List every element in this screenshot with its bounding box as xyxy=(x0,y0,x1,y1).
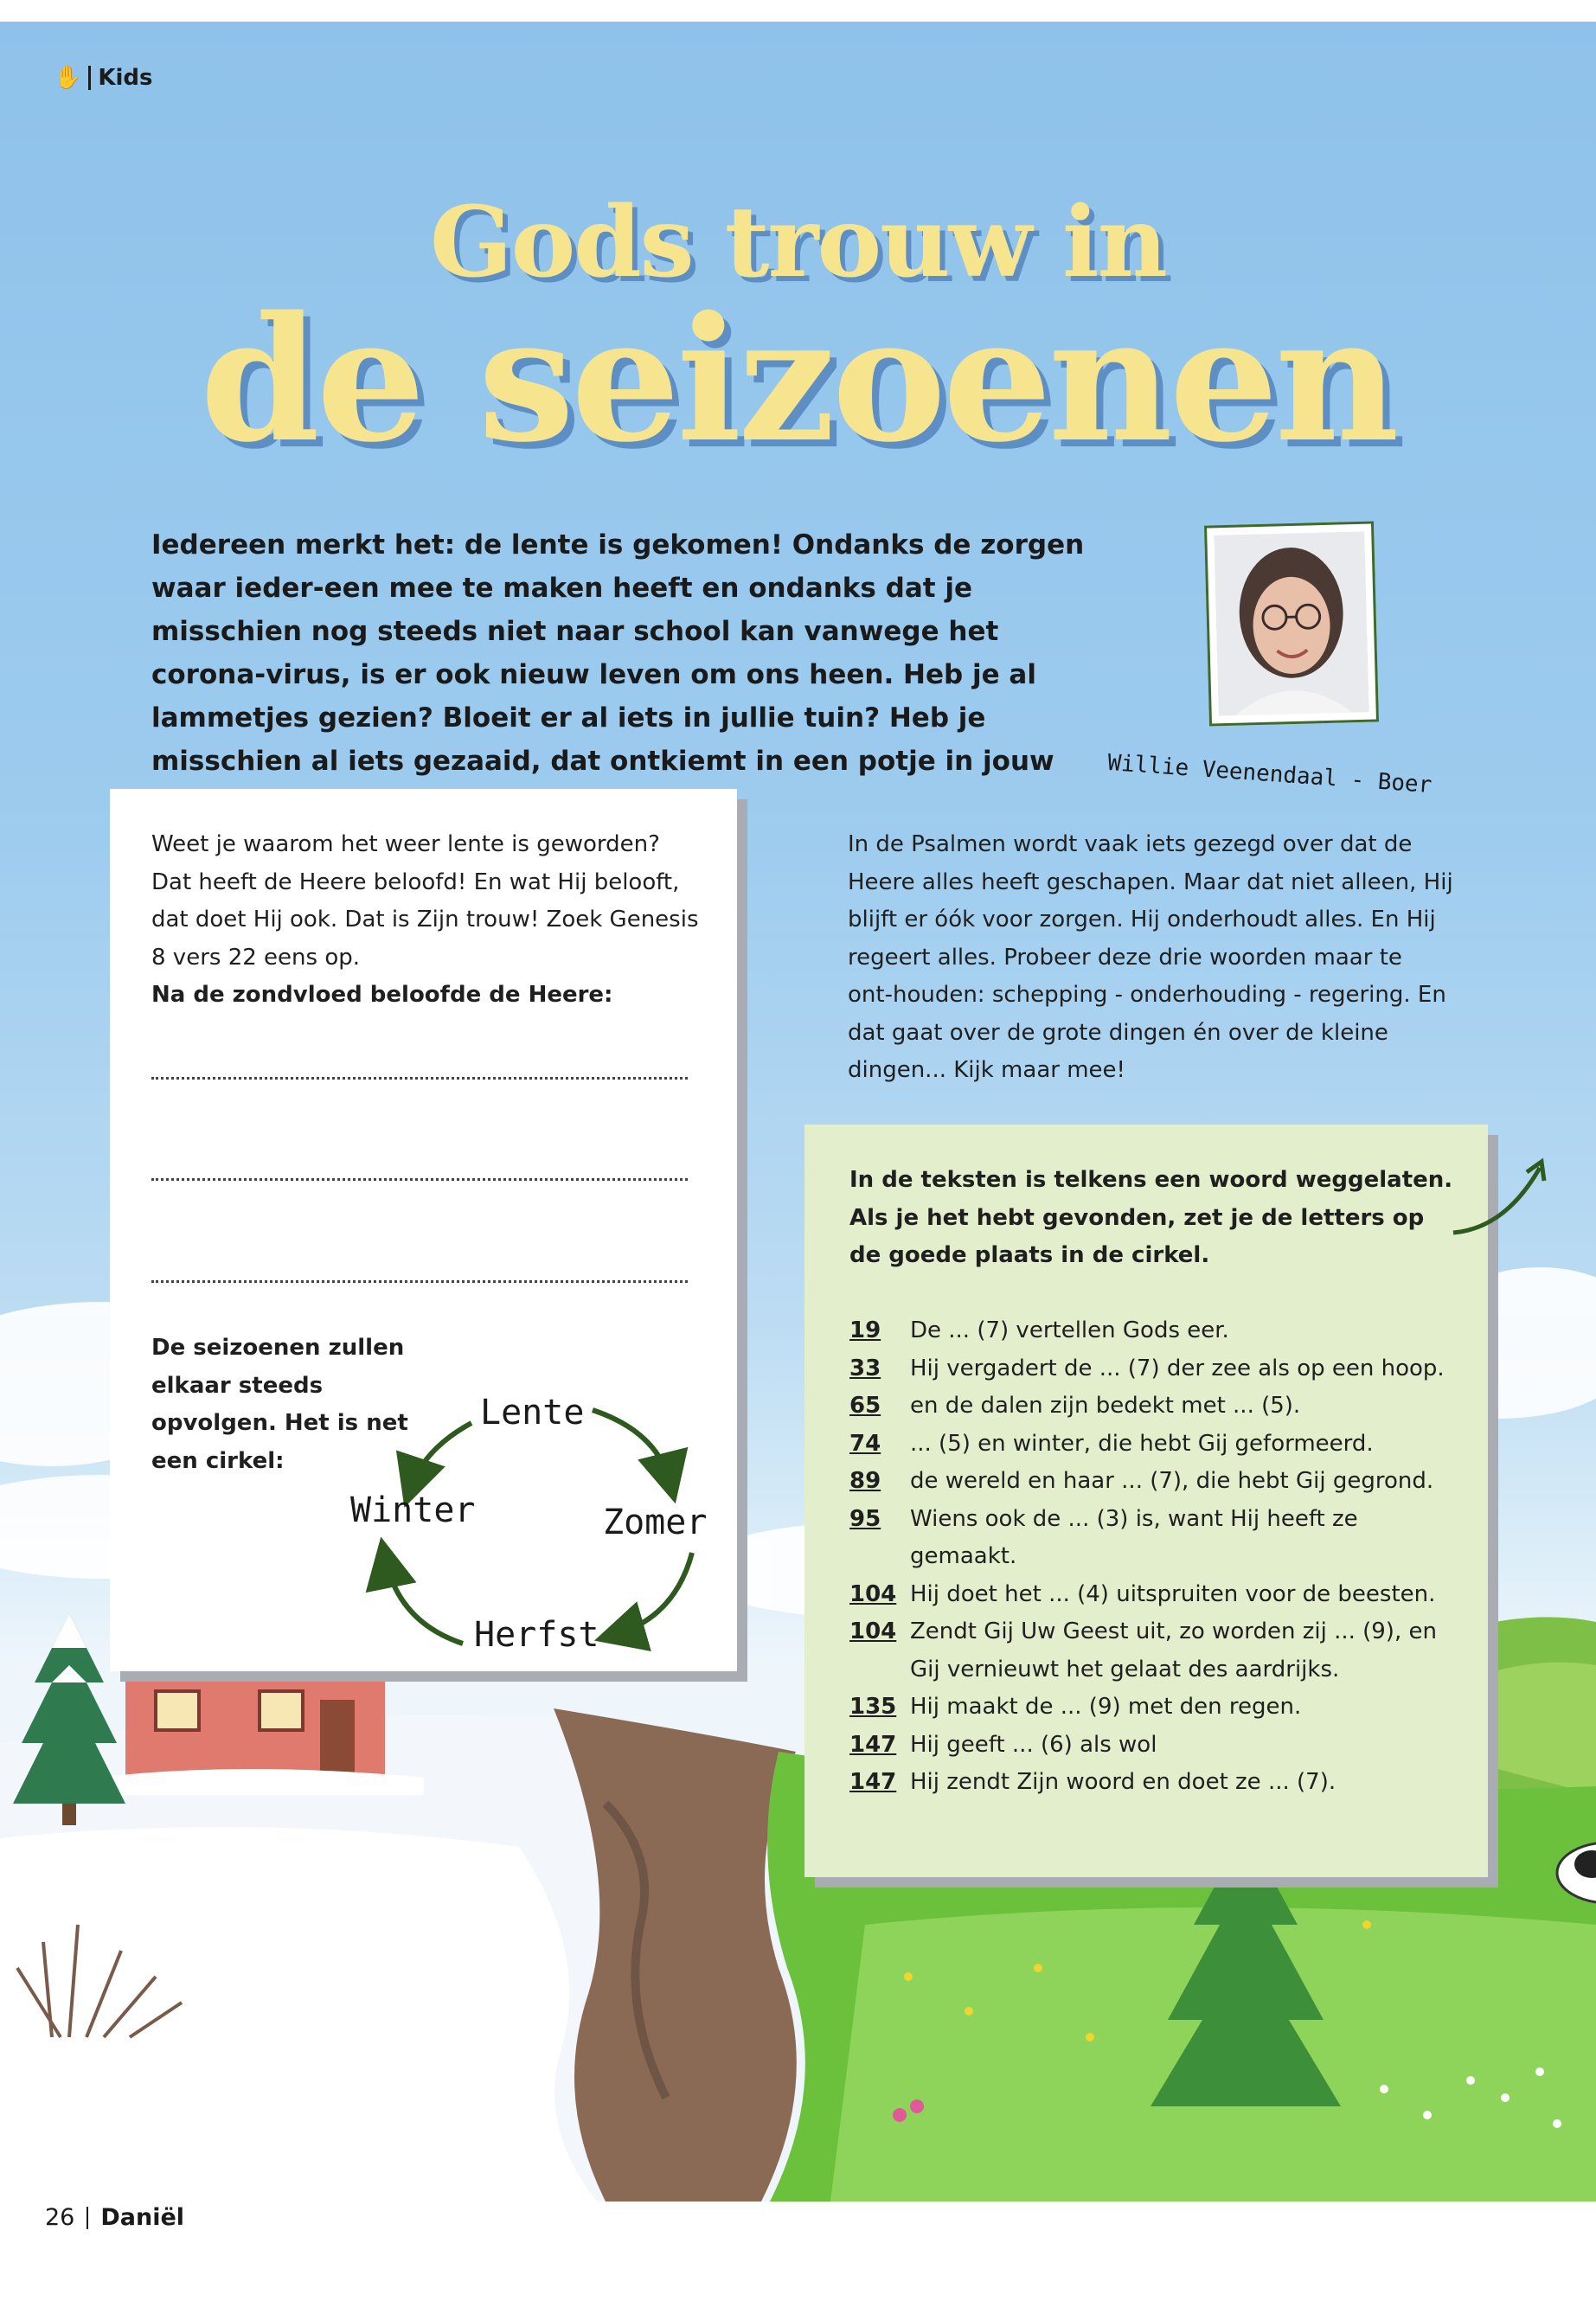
page-canvas xyxy=(0,22,1596,2202)
hand-icon: ✋ xyxy=(54,65,82,91)
puzzle-instructions: In de teksten is telkens een woord weggelaten. Als je het hebt gevonden, zet je de letters op de goede plaats in de cirkel. xyxy=(849,1167,1453,1268)
psalm-number: 104 xyxy=(849,1580,897,1607)
list-item xyxy=(849,1426,1455,1464)
psalm-text: Hij vergadert de ... (7) der zee als op een hoop. xyxy=(910,1355,1445,1381)
season-spring: Lente xyxy=(480,1393,585,1433)
season-summer: Zomer xyxy=(603,1503,708,1542)
psalm-text: Zendt Gij Uw Geest uit, zo worden zij ... (9), en Gij vernieuwt het gelaat des aardrijks. xyxy=(910,1618,1437,1682)
intro-paragraph: Iedereen merkt het: de lente is gekomen! Ondanks de zorgen waar ieder-een mee te maken heeft en ondanks dat je misschien nog steeds niet naar school kan vanwege het corona-virus, is er ook nieuw leven om ons heen. Heb je al lammetjes gezien? Bloeit er al iets in jullie tuin? Heb je misschien al iets gezaaid, dat ontkiemt in een potje in jouw xyxy=(151,529,1085,777)
list-item xyxy=(849,1463,1455,1501)
psalm-text: Hij zendt Zijn woord en doet ze ... (7). xyxy=(910,1769,1336,1795)
arrow-winter-to-spring xyxy=(411,1423,471,1488)
list-item xyxy=(849,1388,1455,1426)
psalm-number: 95 xyxy=(849,1505,881,1532)
psalm-number: 147 xyxy=(849,1731,897,1758)
section-label: Kids xyxy=(98,65,153,91)
psalm-number: 65 xyxy=(849,1393,881,1419)
list-item xyxy=(849,1576,1455,1614)
psalm-number: 74 xyxy=(849,1430,881,1457)
list-item xyxy=(849,1613,1455,1689)
psalm-number: 135 xyxy=(849,1694,897,1720)
psalm-text: Hij maakt de ... (9) met den regen. xyxy=(910,1694,1302,1720)
psalm-number: 19 xyxy=(849,1317,881,1343)
psalm-text: Wiens ook de ... (3) is, want Hij heeft ze gemaakt. xyxy=(910,1505,1358,1569)
psalm-text: de wereld en haar ... (7), die hebt Gij gegrond. xyxy=(910,1468,1434,1494)
psalm-number: 89 xyxy=(849,1468,881,1494)
answer-line-2[interactable] xyxy=(151,1178,688,1181)
psalm-text: De ... (7) vertellen Gods eer. xyxy=(910,1317,1229,1343)
psalm-text: Hij doet het ... (4) uitspruiten voor de beesten. xyxy=(910,1580,1436,1607)
genesis-prompt: Na de zondvloed beloofde de Heere: xyxy=(151,982,613,1008)
portrait-image xyxy=(1214,531,1368,716)
list-item xyxy=(849,1727,1455,1765)
curved-arrow-icon xyxy=(1445,1146,1557,1241)
season-winter: Winter xyxy=(350,1490,476,1530)
psalm-number: 147 xyxy=(849,1769,897,1795)
magazine-name: Daniël xyxy=(100,2204,185,2231)
arrow-summer-to-autumn xyxy=(614,1553,692,1635)
list-item xyxy=(849,1501,1455,1576)
page-footer xyxy=(45,2204,184,2231)
psalm-text: en de dalen zijn bedekt met ... (5). xyxy=(910,1393,1301,1419)
title-line-2: de seizoenen xyxy=(200,279,1396,480)
answer-line-1[interactable] xyxy=(151,1077,688,1080)
genesis-text-block xyxy=(151,826,705,1015)
author-caption: Willie Veenendaal - Boer xyxy=(1106,749,1433,799)
genesis-paragraph: Weet je waarom het weer lente is geworden? Dat heeft de Heere beloofd! En wat Hij belooft, dat doet Hij ook. Dat is Zijn trouw! Zoek Genesis 8 vers 22 eens op. xyxy=(151,831,699,971)
list-item xyxy=(849,1689,1455,1727)
arrow-spring-to-summer xyxy=(593,1410,670,1484)
section-header xyxy=(54,65,153,91)
list-item xyxy=(849,1764,1455,1802)
list-item xyxy=(849,1312,1455,1350)
title-line-1: Gods trouw in xyxy=(430,186,1166,299)
psalm-references-list xyxy=(849,1312,1455,1802)
cycle-description: De seizoenen zullen elkaar steeds opvolgen. Het is net een cirkel: xyxy=(151,1335,408,1474)
page-number: 26 xyxy=(45,2204,75,2231)
header-divider xyxy=(88,66,91,90)
author-photo xyxy=(1204,521,1379,726)
season-autumn: Herfst xyxy=(474,1615,599,1655)
psalm-number: 104 xyxy=(849,1618,897,1644)
psalms-paragraph: In de Psalmen wordt vaak iets gezegd over dat de Heere alles heeft geschapen. Maar dat niet alleen, Hij blijft er óók voor zorgen. Hij onderhoudt alles. En Hij regeert alles. Probeer deze drie woorden maar te ont-houden: schepping - onderhouding - regering. En dat gaat over de grote dingen én over de kleine dingen... Kijk maar mee! xyxy=(848,831,1453,1083)
psalm-number: 33 xyxy=(849,1355,881,1381)
answer-line-3[interactable] xyxy=(151,1280,688,1283)
footer-divider xyxy=(87,2207,88,2229)
arrow-autumn-to-winter xyxy=(385,1557,463,1644)
psalm-text: ... (5) en winter, die hebt Gij geformeerd. xyxy=(910,1430,1374,1457)
psalm-text: Hij geeft ... (6) als wol xyxy=(910,1731,1157,1758)
list-item xyxy=(849,1350,1455,1388)
